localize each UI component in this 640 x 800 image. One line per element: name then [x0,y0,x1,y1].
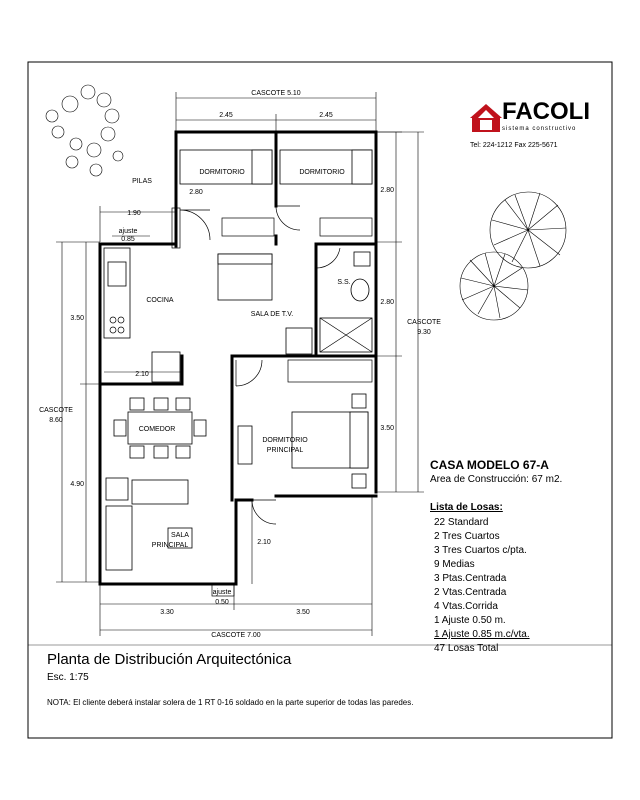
hatch-dorm2 [320,218,372,236]
slab-item: 3 Tres Cuartos c/pta. [434,545,527,556]
slab-item: 2 Tres Cuartos [434,531,500,542]
armchair-icon [106,478,128,500]
dim-ajuste-bottom-label: ajuste [212,589,232,596]
dim-left-total-label: CASCOTE [39,407,73,414]
brand-contact: Tel: 224-1212 Fax 225-5671 [470,142,558,149]
room-living-line2: PRINCIPAL [151,542,189,549]
slab-item: 2 Vtas.Centrada [434,587,507,598]
dim-left-2: 4.90 [70,481,84,488]
tree-right-icon [460,192,566,320]
toilet-icon [351,279,369,301]
room-dorm1: DORMITORIO [199,169,245,176]
hatch-master [288,360,372,382]
dim-top-right: 2.45 [319,112,333,119]
plan-scale: Esc. 1:75 [47,672,89,683]
hatch-dorm1 [222,218,274,236]
brand-tagline: sistema constructivo [502,126,577,132]
room-kitchen: COCINA [146,297,174,304]
sofa-side-icon [106,506,132,570]
slab-item: 9 Medias [434,559,475,570]
sink-icon [354,252,370,266]
dim-right-1: 2.80 [380,187,394,194]
room-tv: SALA DE T.V. [250,311,294,318]
dim-ajuste-top: 0.85 [121,236,135,243]
dim-kitchen-width: 2.10 [135,371,149,378]
slab-list-title: Lista de Losas: [430,502,503,513]
dim-right-3: 3.50 [380,425,394,432]
brand-name: FACOLI [502,98,590,125]
dim-ajuste-bottom: 0.50 [215,599,229,606]
room-dining: COMEDOR [138,426,176,433]
tree-top-left-icon [46,85,123,176]
dim-right-2: 2.80 [380,299,394,306]
building-walls [100,132,376,584]
slab-item: 22 Standard [434,517,489,528]
room-master-line1: DORMITORIO [262,437,308,444]
dim-right-total: 9.30 [417,329,431,336]
kitchen-counter-icon [104,248,130,338]
dim-left-1: 3.50 [70,315,84,322]
slab-total: 47 Losas Total [434,643,499,654]
sofa-living-icon [132,480,188,504]
dim-left-total: 8.60 [49,417,63,424]
slab-item: 4 Vtas.Corrida [434,601,498,612]
dim-top-total: CASCOTE 5.10 [251,90,301,97]
dim-top-left: 2.45 [219,112,233,119]
dim-living-notch: 2.10 [257,539,271,546]
model-area: Area de Construcción: 67 m2. [430,474,563,485]
slab-item: 3 Ptas.Centrada [434,573,507,584]
dim-dorm-height: 2.80 [189,189,203,196]
room-pilas: PILAS [132,178,152,185]
dim-pilas: 1.90 [127,210,141,217]
dim-ajuste-top-label: ajuste [118,228,138,235]
plan-title: Planta de Distribución Arquitectónica [47,651,292,668]
room-master-line2: PRINCIPAL [266,447,304,454]
slab-item: 1 Ajuste 0.85 m.c/vta. [434,629,530,640]
wardrobe-icon [238,426,252,464]
slab-list [434,516,530,656]
dim-bottom-right: 3.50 [296,609,310,616]
room-bath: S.S. [337,279,351,286]
plan-note: NOTA: El cliente deberá instalar solera de 1 RT 0-16 soldado en la parte superior de todas las paredes. [47,698,414,707]
dim-bottom-total: CASCOTE 7.00 [211,632,261,639]
tv-stand-icon [286,328,312,354]
kitchen-sink-icon [108,262,126,286]
dim-bottom-left: 3.30 [160,609,174,616]
room-dorm2: DORMITORIO [299,169,345,176]
kitchen-island-icon [152,352,180,382]
facoli-logo-icon [470,104,502,132]
slab-item: 1 Ajuste 0.50 m. [434,615,506,626]
model-title: CASA MODELO 67-A [430,458,549,472]
dim-right-total-label: CASCOTE [407,319,441,326]
room-living-line1: SALA [171,532,189,539]
